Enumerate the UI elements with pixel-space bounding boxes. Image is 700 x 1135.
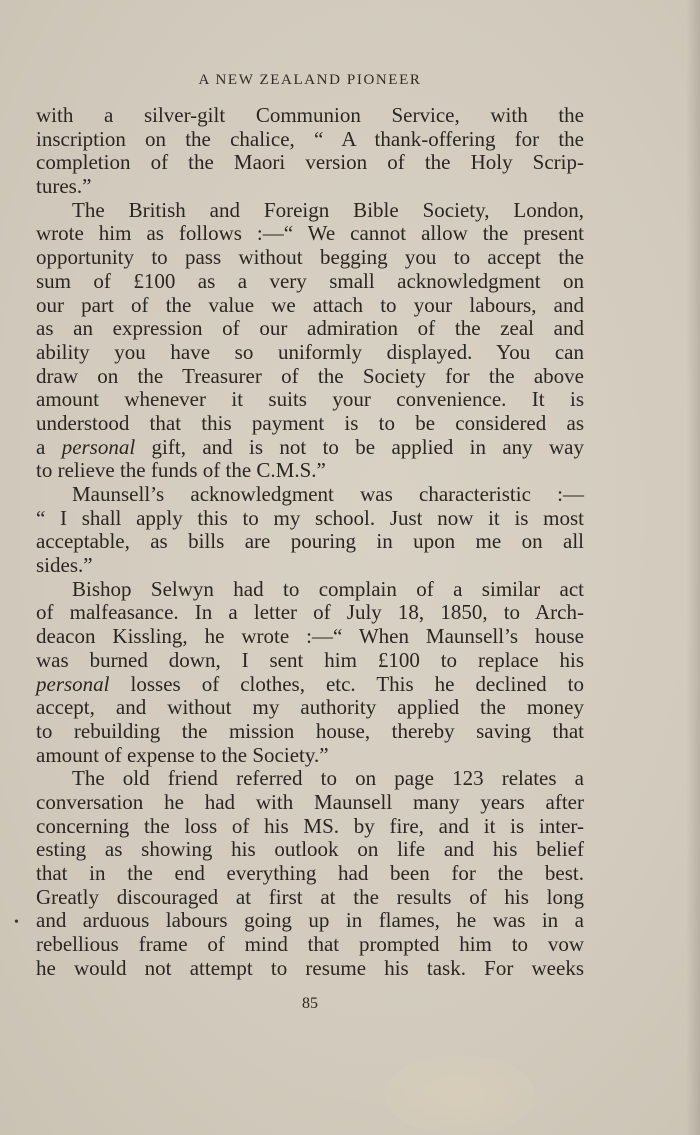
text-line: inscription on the chalice, “ A thank-offering for the bbox=[36, 126, 584, 151]
text-line: amount whenever it suits your convenience. It is bbox=[36, 387, 584, 412]
text-line: esting as showing his outlook on life and his belief bbox=[36, 837, 584, 862]
paper-stain bbox=[385, 1055, 535, 1135]
text-line: amount of expense to the Society.” bbox=[36, 742, 329, 767]
text-line: a personal gift, and is not to be applied in any way bbox=[36, 434, 584, 459]
text-line: rebellious frame of mind that prompted him to vow bbox=[36, 932, 584, 957]
text-line: deacon Kissling, he wrote :—“ When Maunsell’s house bbox=[36, 624, 584, 649]
text-line: completion of the Maori version of the Holy Scrip- bbox=[36, 150, 584, 175]
text-line: our part of the value we attach to your labours, and bbox=[36, 292, 584, 317]
text-line: with a silver-gilt Communion Service, with the bbox=[36, 103, 584, 127]
text-line: The old friend referred to on page 123 relates a bbox=[72, 766, 584, 791]
text-line: The British and Foreign Bible Society, London, bbox=[72, 197, 584, 222]
text-line: “ I shall apply this to my school. Just now it is most bbox=[36, 505, 584, 530]
text-line: acceptable, as bills are pouring in upon me on all bbox=[36, 529, 584, 554]
body-text bbox=[36, 104, 584, 980]
text-line: was burned down, I sent him £100 to replace his bbox=[36, 647, 584, 672]
text-line: Maunsell’s acknowledgment was characteristic :— bbox=[72, 482, 584, 506]
text-line: to rebuilding the mission house, thereby saving that bbox=[36, 718, 584, 743]
text-line: Bishop Selwyn had to complain of a similar act bbox=[72, 576, 584, 601]
text-line: tures.” bbox=[36, 174, 92, 199]
text-line: sides.” bbox=[36, 553, 93, 578]
text-line: Greatly discouraged at first at the results of his long bbox=[36, 884, 584, 909]
text-line: sum of £100 as a very small acknowledgment on bbox=[36, 268, 584, 293]
text-line: of malfeasance. In a letter of July 18, 1850, to Arch- bbox=[36, 600, 584, 625]
text-line: conversation he had with Maunsell many years after bbox=[36, 789, 584, 814]
text-line: understood that this payment is to be considered as bbox=[36, 410, 584, 435]
text-line: opportunity to pass without begging you to accept the bbox=[36, 245, 584, 270]
text-line: personal losses of clothes, etc. This he declined to bbox=[36, 671, 584, 696]
text-line: accept, and without my authority applied the money bbox=[36, 695, 584, 720]
text-line: concerning the loss of his MS. by fire, and it is inter- bbox=[36, 813, 584, 838]
running-head: A NEW ZEALAND PIONEER bbox=[198, 72, 422, 88]
page-number: 85 bbox=[302, 995, 318, 1012]
text-line: draw on the Treasurer of the Society for the above bbox=[36, 363, 584, 388]
text-line: as an expression of our admiration of the zeal and bbox=[36, 316, 584, 341]
text-line: wrote him as follows :—“ We cannot allow the present bbox=[36, 221, 584, 246]
text-line: ability you have so uniformly displayed. You can bbox=[36, 339, 584, 364]
spine-shadow bbox=[686, 0, 700, 1135]
text-line: and arduous labours going up in flames, he was in a bbox=[36, 908, 584, 933]
margin-mark: • bbox=[14, 915, 19, 930]
text-line: that in the end everything had been for the best. bbox=[36, 861, 584, 885]
text-line: he would not attempt to resume his task. For weeks bbox=[36, 955, 584, 980]
text-line: to relieve the funds of the C.M.S.” bbox=[36, 458, 326, 483]
